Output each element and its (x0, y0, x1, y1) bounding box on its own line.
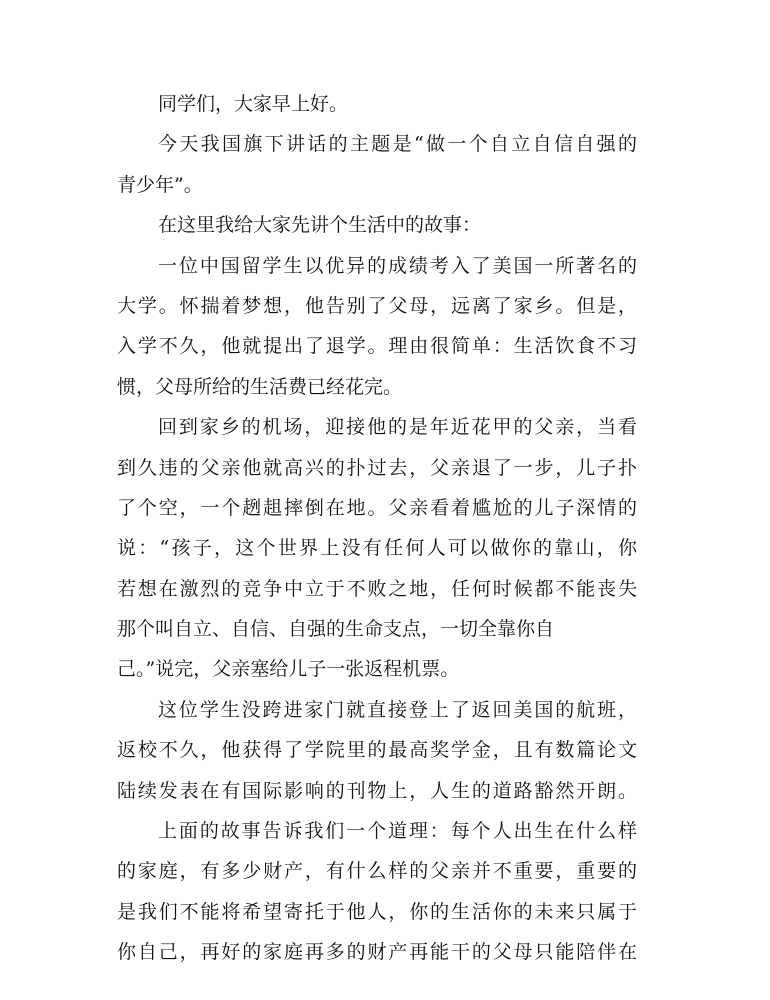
text-line: 到久违的父亲他就高兴的扑过去，父亲退了一步，儿子扑 (117, 456, 637, 479)
text-line: 的家庭，有多少财产，有什么样的父亲并不重要，重要的 (117, 860, 637, 883)
text-line: 一位中国留学生以优异的成绩考入了美国一所著名的 (158, 254, 637, 277)
text-line: 今天我国旗下讲话的主题是“做一个自立自信自强的 (158, 133, 637, 156)
text-line: 返校不久，他获得了学院里的最高奖学金，且有数篇论文 (117, 739, 637, 762)
text-line: 上面的故事告诉我们一个道理：每个人出生在什么样 (158, 820, 637, 843)
text-line: 了个空，一个趔趄摔倒在地。父亲看着尴尬的儿子深情的 (117, 496, 637, 519)
text-line: 同学们，大家早上好。 (158, 93, 349, 115)
text-line: 入学不久，他就提出了退学。理由很简单：生活饮食不习 (117, 335, 637, 358)
text-line: 陆续发表在有国际影响的刊物上，人生的道路豁然开朗。 (117, 779, 637, 802)
text-line: 回到家乡的机场，迎接他的是年近花甲的父亲，当看 (158, 416, 637, 439)
text-line: 在这里我给大家先讲个生活中的故事： (158, 214, 482, 237)
text-line: 大学。怀揣着梦想，他告别了父母，远离了家乡。但是， (117, 294, 637, 317)
text-line: 若想在激烈的竞争中立于不败之地，任何时候都不能丧失 (117, 577, 637, 600)
text-line: 那个叫自立、自信、自强的生命支点，一切全靠你自 (117, 618, 555, 641)
text-line: 惯，父母所给的生活费已经花完。 (117, 375, 403, 398)
text-line: 是我们不能将希望寄托于他人，你的生活你的未来只属于 (117, 900, 637, 923)
speech-text (117, 84, 637, 973)
text-line: 你自己，再好的家庭再多的财产再能干的父母只能陪伴在 (117, 941, 637, 964)
text-line: 青少年”。 (117, 173, 203, 196)
text-line: 说：“孩子，这个世界上没有任何人可以做你的靠山，你 (117, 537, 637, 560)
text-line: 己。”说完，父亲塞给儿子一张返程机票。 (117, 658, 460, 681)
text-line: 这位学生没跨进家门就直接登上了返回美国的航班， (158, 698, 637, 721)
